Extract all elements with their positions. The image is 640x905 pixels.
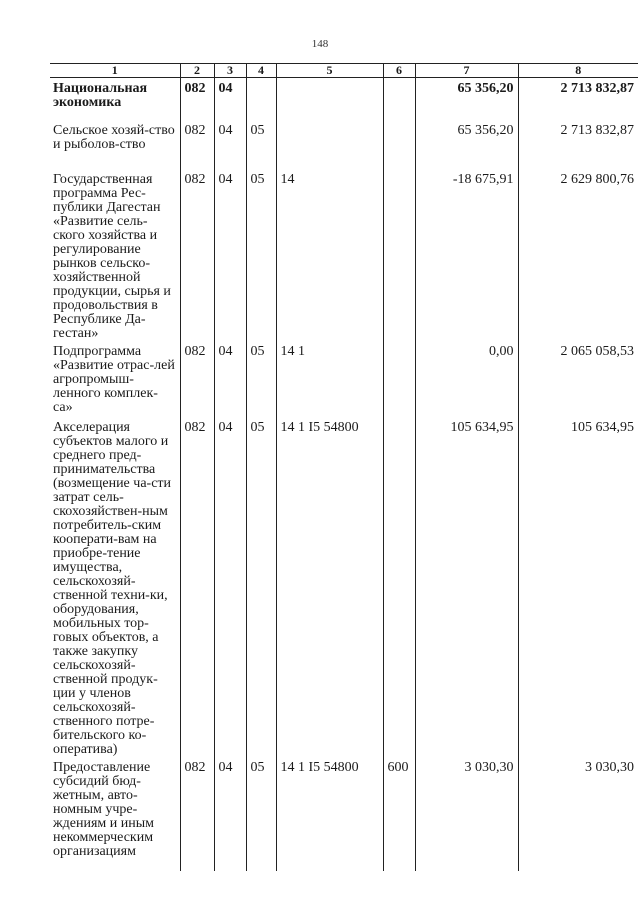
amount-change: -18 675,91 bbox=[415, 169, 518, 341]
column-header: 8 bbox=[518, 64, 638, 78]
subsection-code: 05 bbox=[246, 417, 276, 757]
section-code: 04 bbox=[214, 78, 246, 121]
budget-table bbox=[50, 63, 638, 871]
column-header: 3 bbox=[214, 64, 246, 78]
expense-type-code bbox=[383, 169, 415, 341]
target-article-code: 14 1 I5 54800 bbox=[276, 757, 383, 871]
row-name: Сельское хозяй-ство и рыболов-ство bbox=[53, 123, 175, 152]
amount-total: 105 634,95 bbox=[518, 417, 638, 757]
ministry-code: 082 bbox=[180, 169, 214, 341]
amount-change: 65 356,20 bbox=[415, 120, 518, 169]
amount-change: 0,00 bbox=[415, 341, 518, 417]
column-header: 6 bbox=[383, 64, 415, 78]
row-name: Национальная экономика bbox=[53, 81, 148, 110]
table-row bbox=[50, 341, 638, 417]
subsection-code bbox=[246, 78, 276, 121]
table-row bbox=[50, 757, 638, 871]
column-header: 2 bbox=[180, 64, 214, 78]
target-article-code: 14 1 I5 54800 bbox=[276, 417, 383, 757]
section-code: 04 bbox=[214, 169, 246, 341]
amount-total: 2 713 832,87 bbox=[518, 78, 638, 121]
expense-type-code bbox=[383, 341, 415, 417]
row-name: Подпрограмма «Развитие отрас-лей агропромыш-ленного комплек-са» bbox=[53, 344, 175, 415]
column-header: 7 bbox=[415, 64, 518, 78]
column-header: 1 bbox=[50, 64, 180, 78]
subsection-code: 05 bbox=[246, 757, 276, 871]
expense-type-code bbox=[383, 78, 415, 121]
target-article-code: 14 bbox=[276, 169, 383, 341]
amount-total: 3 030,30 bbox=[518, 757, 638, 871]
table-row bbox=[50, 417, 638, 757]
target-article-code: 14 1 bbox=[276, 341, 383, 417]
table-row bbox=[50, 78, 638, 121]
row-name: Акселерация субъектов малого и среднего пред-принимательства (возмещение ча-сти затрат сель-скохозяйствен-ным потребитель-ским кооперати-вам на приобре-тение имущества, сельскохозяй-ственной техни-ки, оборудования, мобильных тор-говых объектов, а также закупку сельскохозяй-ственной продук-ции у членов сельскохозяй-ственного потре-бительского ко-оператива) bbox=[53, 420, 172, 757]
section-code: 04 bbox=[214, 341, 246, 417]
amount-change: 65 356,20 bbox=[415, 78, 518, 121]
column-header: 5 bbox=[276, 64, 383, 78]
expense-type-code bbox=[383, 120, 415, 169]
subsection-code: 05 bbox=[246, 120, 276, 169]
ministry-code: 082 bbox=[180, 78, 214, 121]
row-name: Предоставление субсидий бюд-жетным, авто-номным учре-ждениям и иным некоммерческим организациям bbox=[53, 760, 155, 859]
ministry-code: 082 bbox=[180, 341, 214, 417]
row-name: Государственная программа Рес-публики Дагестан «Развитие сель-ского хозяйства и регулирование рынков сельско-хозяйственной продукции, сырья и продовольствия в Республике Да-гестан» bbox=[53, 172, 171, 341]
ministry-code: 082 bbox=[180, 757, 214, 871]
column-header: 4 bbox=[246, 64, 276, 78]
amount-total: 2 713 832,87 bbox=[518, 120, 638, 169]
header-row bbox=[50, 64, 638, 78]
table-row bbox=[50, 120, 638, 169]
section-code: 04 bbox=[214, 120, 246, 169]
subsection-code: 05 bbox=[246, 341, 276, 417]
section-code: 04 bbox=[214, 417, 246, 757]
section-code: 04 bbox=[214, 757, 246, 871]
page-number: 148 bbox=[311, 38, 329, 50]
ministry-code: 082 bbox=[180, 417, 214, 757]
amount-change: 105 634,95 bbox=[415, 417, 518, 757]
expense-type-code: 600 bbox=[383, 757, 415, 871]
expense-type-code bbox=[383, 417, 415, 757]
ministry-code: 082 bbox=[180, 120, 214, 169]
amount-change: 3 030,30 bbox=[415, 757, 518, 871]
target-article-code bbox=[276, 78, 383, 121]
table-row bbox=[50, 169, 638, 341]
target-article-code bbox=[276, 120, 383, 169]
subsection-code: 05 bbox=[246, 169, 276, 341]
amount-total: 2 629 800,76 bbox=[518, 169, 638, 341]
amount-total: 2 065 058,53 bbox=[518, 341, 638, 417]
